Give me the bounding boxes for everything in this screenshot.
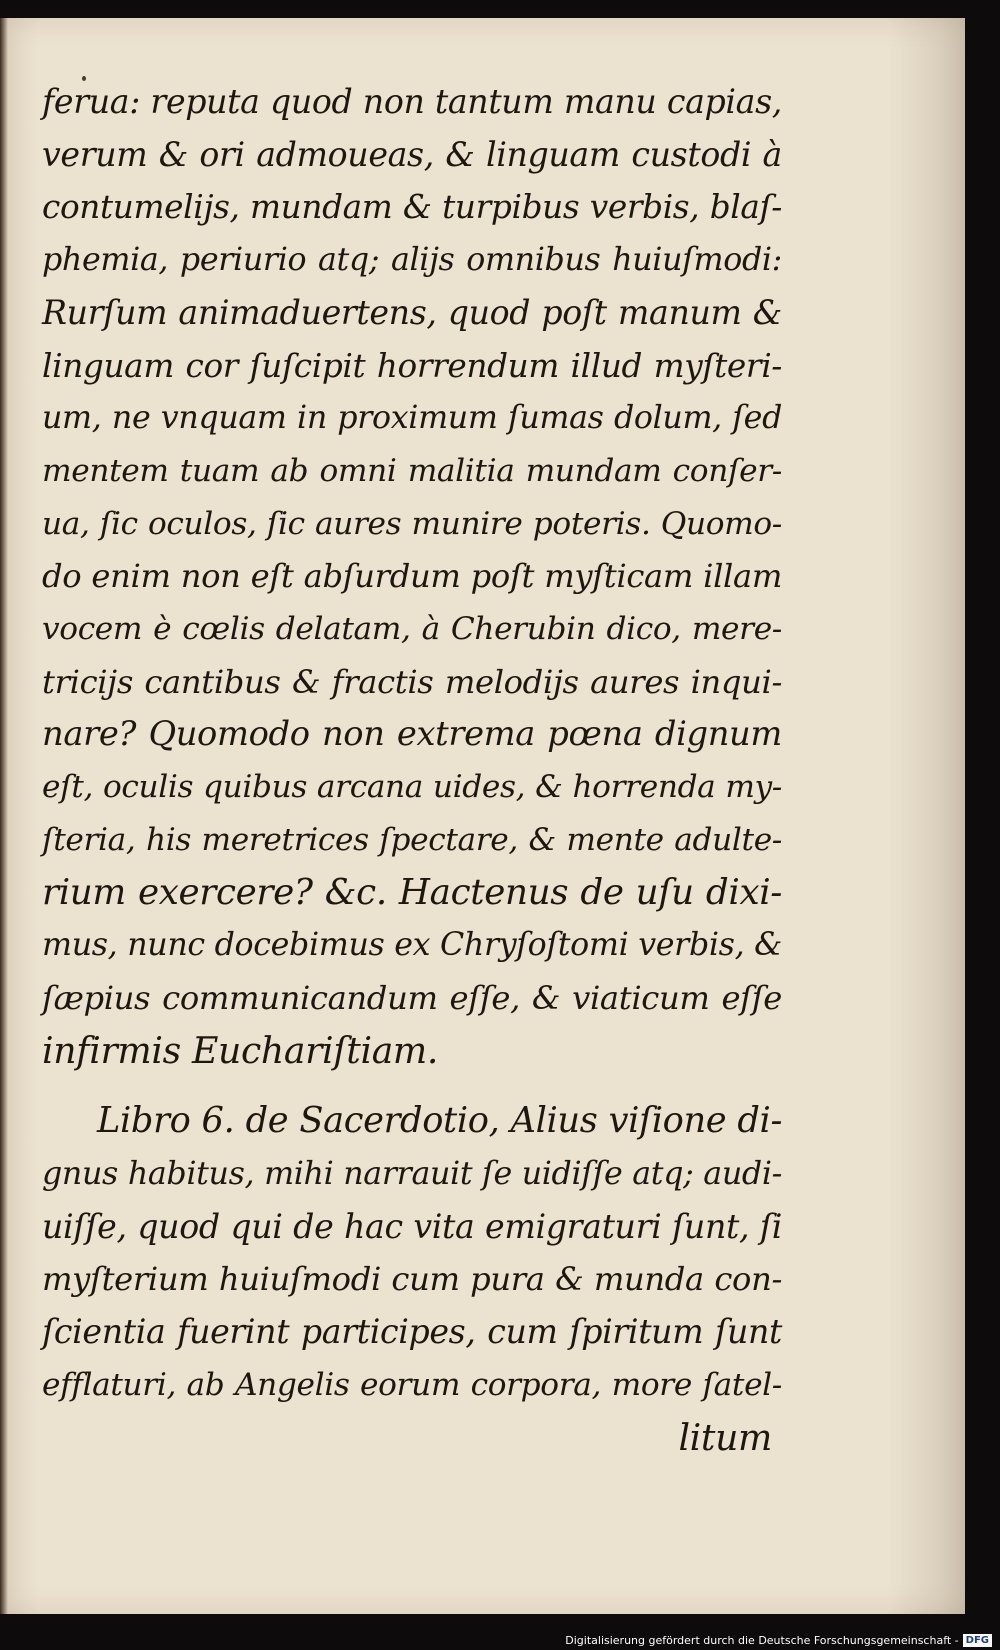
digitization-credit xyxy=(565,1634,992,1648)
text-line: contumelijs, mundam & turpibus verbis, blaſ- xyxy=(42,188,782,227)
text-line: vocem è cœlis delatam, à Cherubin dico, mere- xyxy=(42,611,782,648)
text-line: gnus habitus, mihi narrauit ſe uidiſſe atq; audi- xyxy=(42,1156,782,1193)
text-line: um, ne vnquam in proximum ſumas dolum, ſed xyxy=(42,400,782,437)
text-line: rium exercere? &c. Hactenus de uſu dixi- xyxy=(42,871,782,913)
catchword: litum xyxy=(678,1415,772,1459)
text-line: myſterium huiuſmodi cum pura & munda con- xyxy=(42,1260,782,1299)
text-line: Libro 6. de Sacerdotio, Alius viſione di- xyxy=(97,1100,782,1142)
dfg-logo: DFG xyxy=(963,1634,992,1647)
text-line: infirmis Euchariſtiam. xyxy=(42,1028,439,1072)
text-line: tricijs cantibus & fractis melodijs aures inqui- xyxy=(42,662,782,701)
text-line: eſt, oculis quibus arcana uides, & horrenda my- xyxy=(42,769,782,806)
credit-text: Digitalisierung gefördert durch die Deutsche Forschungsgemeinschaft - xyxy=(565,1633,959,1647)
paragraph-gap xyxy=(42,1077,782,1095)
text-line: ferua: reputa quod non tantum manu capias, xyxy=(42,82,782,121)
page-text xyxy=(42,76,782,1464)
text-line: linguam cor ſuſcipit horrendum illud myſteri- xyxy=(42,346,782,385)
text-line: mentem tuam ab omni malitia mundam conſer- xyxy=(42,452,782,489)
text-line: uiſſe, quod qui de hac vita emigraturi ſunt, ſi xyxy=(42,1206,782,1246)
text-line: Rurſum animaduertens, quod poſt manum & xyxy=(42,292,782,332)
text-line: ua, ſic oculos, ſic aures munire poteris. Quomo- xyxy=(42,505,782,542)
text-line: phemia, periurio atq; alijs omnibus huiuſmodi: xyxy=(42,242,782,279)
book-page xyxy=(0,18,965,1614)
text-line: nare? Quomodo non extrema pœna dignum xyxy=(42,714,782,754)
text-line: ſteria, his meretrices ſpectare, & mente adulte- xyxy=(42,821,782,858)
text-line: verum & ori admoueas, & linguam custodi à xyxy=(42,134,782,174)
text-line: ſcientia fuerint participes, cum ſpiritum ſunt xyxy=(42,1312,782,1352)
text-line: mus, nunc docebimus ex Chryſoſtomi verbis, & xyxy=(42,927,782,964)
text-line: do enim non eſt abſurdum poſt myſticam illam xyxy=(42,557,782,596)
text-line: efflaturi, ab Angelis eorum corpora, more ſatel- xyxy=(42,1366,782,1403)
text-line: ſæpius communicandum eſſe, & viaticum eſſe xyxy=(42,978,782,1017)
